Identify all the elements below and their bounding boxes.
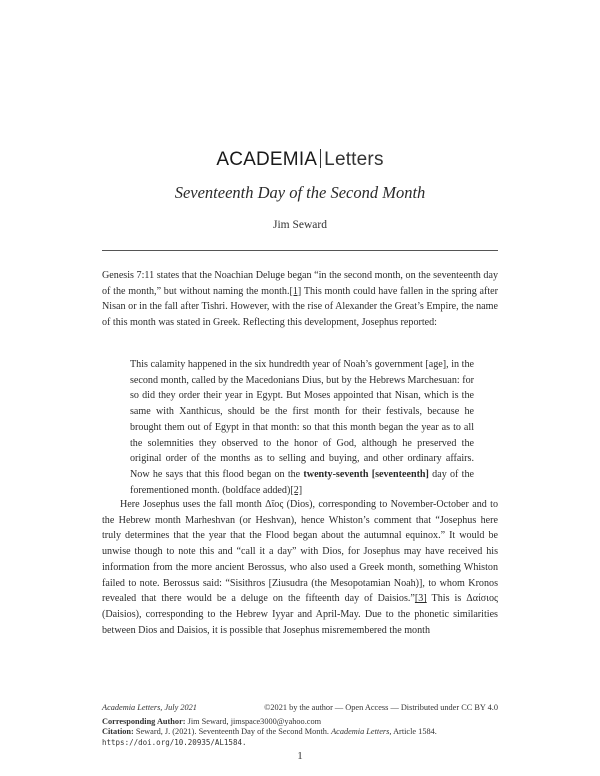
footer-info (102, 717, 498, 748)
footnote-link-1[interactable]: [1] (289, 285, 302, 297)
quote-bold-text: twenty-seventh [seventeenth] (303, 468, 429, 480)
journal-brand (0, 149, 600, 171)
citation-text-b: , Article 1584. (389, 727, 437, 737)
page-number: 1 (297, 750, 303, 762)
citation-label: Citation: (102, 727, 134, 737)
footnote-link-2[interactable]: [2] (290, 484, 303, 496)
corresponding-value: Jim Seward, jimspace3000@yahoo.com (185, 717, 322, 726)
footer-license: ©2021 by the author — Open Access — Distributed under CC BY 4.0 (264, 703, 498, 712)
brand-separator (320, 149, 321, 168)
paragraph-1-text-b: This month could have fallen in the spring after Nisan or in the fall after Tishri. However, with the rise of Alexander the Great’s Empire, the name of this month was stated in Greek. Reflecting this development, Josephus reported: (102, 285, 498, 329)
brand-academia: ACADEMIA (216, 149, 318, 170)
citation-journal: Academia Letters (331, 727, 390, 737)
quote-text-b: day of the forementioned month. (boldface added) (130, 468, 474, 496)
corresponding-label: Corresponding Author: (102, 717, 186, 726)
corresponding-author (102, 717, 498, 727)
brand-letters: Letters (324, 149, 384, 170)
title-divider (102, 250, 498, 251)
footer-journal: Academia Letters, July 2021 (102, 703, 197, 712)
article-author: Jim Seward (273, 219, 327, 231)
doi-link[interactable]: https://doi.org/10.20935/AL1584. (102, 737, 247, 747)
footnote-link-3[interactable]: [3] (414, 593, 427, 605)
paragraph-2-text-a: Here Josephus uses the fall month Δῖος (Dios), corresponding to November-October and to the Hebrew month Marheshvan (or Heshvan), hence Whiston’s comment that “Josephus here truly determines that the year that the Flood began about the autumnal equinox.” It would be unwise though to note this and “call it a day” with Dios, for Josephus may have received his information from the more ancient Berossus, who also used a Greek month, something Whiston failed to note. Berossus said: “Sisithros [Ziusudra (the Mesopotamian Noah)], to whom Kronos revealed that there would be a deluge on the fifteenth day of Daisios.” (102, 499, 498, 605)
citation-text-a: Seward, J. (2021). Seventeenth Day of the Second Month. (133, 727, 332, 737)
article-title: Seventeenth Day of the Second Month (174, 183, 426, 202)
paragraph-2-text-b: This is Δαίσιος (Daisios), corresponding to the Hebrew Iyyar and April-May. Due to the phonetic similarities between Dios and Daisios, it is possible that Josephus misremembered the month (102, 593, 498, 636)
paragraph-1-text-a: Genesis 7:11 states that the Noachian Deluge began “in the second month, on the seventeenth day of the month,” but without naming the month. (102, 270, 498, 297)
citation (102, 727, 498, 737)
josephus-quote (130, 357, 474, 498)
paragraph-1 (102, 268, 498, 331)
quote-text-a: This calamity happened in the six hundredth year of Noah’s government [age], in the second month, called by the Macedonians Dius, but by the Hebrews Marchesuan: for so did they order their year in Egypt. But Moses appointed that Nisan, which is the same with Xanthicus, should be the first month for their festivals, because he brought them out of Egypt in that month: so that this month began the year as to all the solemnities they observed to the honor of God, although he preserved the original order of the months as to selling and buying, and other ordinary affairs. Now he says that this flood began on the (130, 359, 474, 480)
paragraph-2 (102, 497, 498, 638)
